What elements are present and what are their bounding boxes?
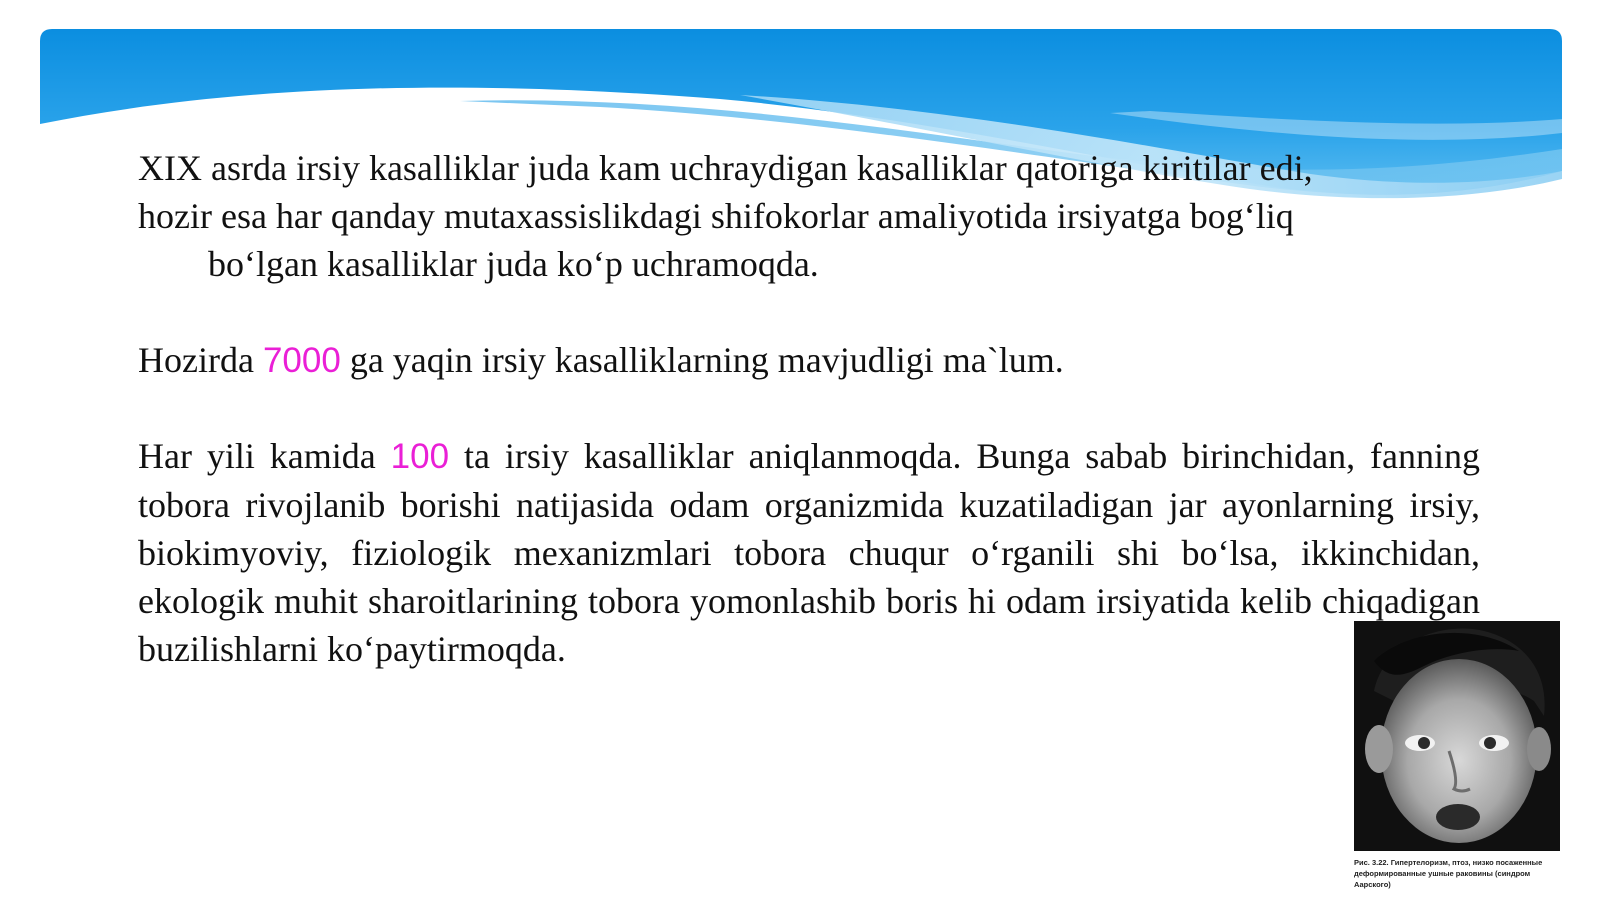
highlight-number-100: 100 — [390, 437, 450, 476]
patient-photo — [1354, 621, 1560, 851]
paragraph-annual-discovery — [138, 432, 1480, 673]
paragraph-hereditary-history — [138, 144, 1478, 288]
paragraph3-text-before: Har yili kamida — [138, 436, 391, 476]
patient-photo-figure — [1354, 621, 1560, 895]
patient-face-illustration — [1354, 621, 1560, 851]
paragraph3-text-after: ta irsiy kasalliklar aniqlanmoqda. Bunga sabab birinchidan, fanning tobora rivojlanib borishi natijasida odam organizmida kuzatiladigan jar ayonlarning irsiy, biokimyoviy, fiziologik mexanizmlari tobora chuqur o‘rganili shi bo‘lsa, ikkinchidan, ekologik muhit sharoitlarining tobora yomonlashib boris hi odam irsiyatida kelib chiqadigan buzilishlarni ko‘paytirmoqda. — [138, 436, 1480, 669]
highlight-number-7000: 7000 — [262, 341, 341, 380]
paragraph2-text-after: ga yaqin irsiy kasalliklarning mavjudligi ma`lum. — [340, 340, 1064, 380]
paragraph2-text-before: Hozirda — [138, 340, 263, 380]
paragraph1-line1: XIX asrda irsiy kasalliklar juda kam uchraydigan kasalliklar qatoriga kiritilar edi, — [138, 148, 1313, 188]
paragraph1-line2: hozir esa har qanday mutaxassislikdagi shifokorlar amaliyotida irsiyatga bog‘liq — [138, 196, 1294, 236]
photo-caption: Рис. 3.22. Гипертелоризм, птоз, низко посаженные деформированные ушные раковины (синдром Аарского) — [1354, 858, 1543, 889]
paragraph1-line3: bo‘lgan kasalliklar juda ko‘p uchramoqda. — [208, 244, 819, 284]
paragraph-disease-count — [138, 336, 1478, 385]
